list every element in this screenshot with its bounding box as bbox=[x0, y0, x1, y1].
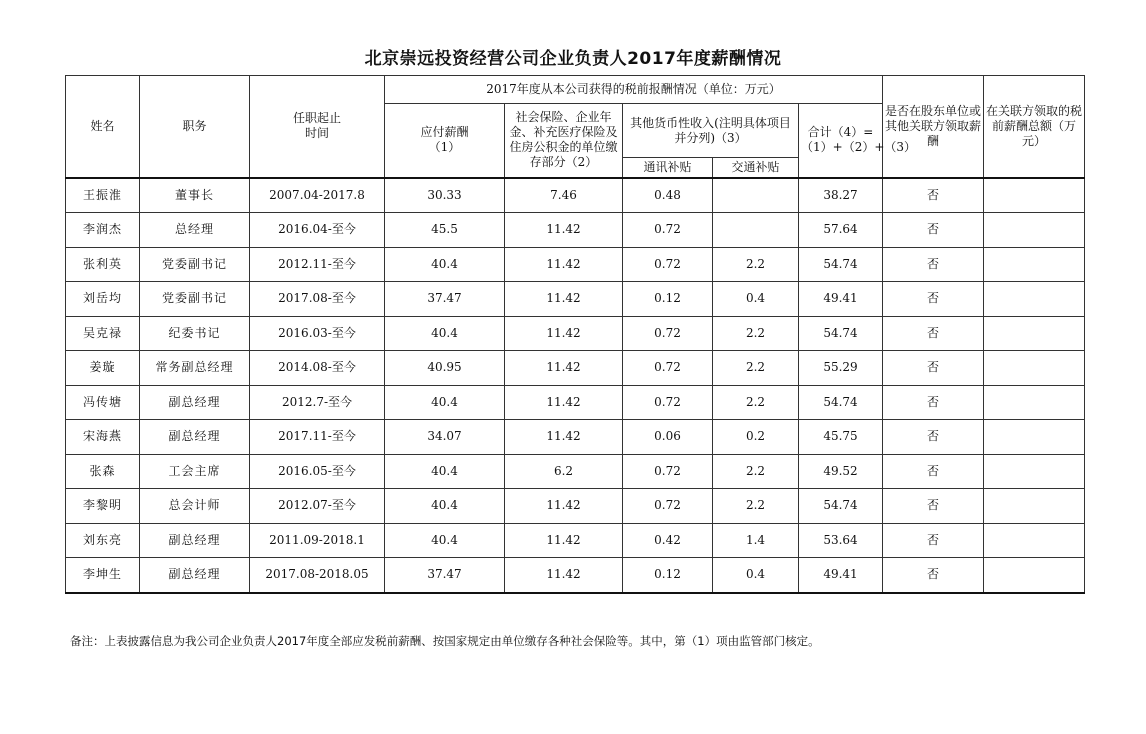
table-row bbox=[66, 489, 1085, 524]
comm-allowance-cell: 0.72 bbox=[623, 213, 713, 248]
table-row bbox=[66, 316, 1085, 351]
insurance-cell: 7.46 bbox=[505, 178, 623, 213]
traffic-allowance-cell: 2.2 bbox=[713, 489, 799, 524]
related-cell bbox=[984, 316, 1085, 351]
name-cell: 宋海燕 bbox=[66, 420, 140, 455]
footnote: 备注：上表披露信息为我公司企业负责人2017年度全部应发税前薪酬、按国家规定由单位缴存各种社会保险等。其中，第（1）项由监管部门核定。 bbox=[70, 634, 820, 648]
term-cell: 2007.04-2017.8 bbox=[250, 178, 385, 213]
salary-cell: 40.4 bbox=[385, 316, 505, 351]
term-cell: 2012.7-至今 bbox=[250, 385, 385, 420]
shareholder-cell: 否 bbox=[883, 178, 984, 213]
comm-allowance-cell: 0.72 bbox=[623, 489, 713, 524]
total-cell: 49.52 bbox=[799, 454, 883, 489]
term-cell: 2014.08-至今 bbox=[250, 351, 385, 386]
traffic-allowance-cell bbox=[713, 213, 799, 248]
insurance-cell: 11.42 bbox=[505, 213, 623, 248]
traffic-allowance-cell: 1.4 bbox=[713, 523, 799, 558]
header-position: 职务 bbox=[140, 76, 250, 178]
table-row bbox=[66, 523, 1085, 558]
table-row bbox=[66, 247, 1085, 282]
traffic-allowance-cell: 0.4 bbox=[713, 282, 799, 317]
insurance-cell: 11.42 bbox=[505, 316, 623, 351]
name-cell: 李坤生 bbox=[66, 558, 140, 593]
comm-allowance-cell: 0.12 bbox=[623, 282, 713, 317]
traffic-allowance-cell: 2.2 bbox=[713, 247, 799, 282]
table-row bbox=[66, 351, 1085, 386]
term-cell: 2017.11-至今 bbox=[250, 420, 385, 455]
position-cell: 董事长 bbox=[140, 178, 250, 213]
header-comm-allowance: 通讯补贴 bbox=[623, 158, 713, 178]
term-cell: 2017.08-2018.05 bbox=[250, 558, 385, 593]
header-traffic-allowance: 交通补贴 bbox=[713, 158, 799, 178]
total-cell: 54.74 bbox=[799, 316, 883, 351]
related-cell bbox=[984, 385, 1085, 420]
position-cell: 总会计师 bbox=[140, 489, 250, 524]
table-row bbox=[66, 213, 1085, 248]
total-cell: 54.74 bbox=[799, 489, 883, 524]
position-cell: 副总经理 bbox=[140, 558, 250, 593]
page-title: 北京崇远投资经营公司企业负责人2017年度薪酬情况 bbox=[364, 49, 782, 69]
salary-cell: 34.07 bbox=[385, 420, 505, 455]
comm-allowance-cell: 0.72 bbox=[623, 454, 713, 489]
traffic-allowance-cell: 2.2 bbox=[713, 351, 799, 386]
total-cell: 49.41 bbox=[799, 558, 883, 593]
total-cell: 38.27 bbox=[799, 178, 883, 213]
insurance-cell: 11.42 bbox=[505, 351, 623, 386]
table-row bbox=[66, 282, 1085, 317]
shareholder-cell: 否 bbox=[883, 213, 984, 248]
table-row bbox=[66, 454, 1085, 489]
comm-allowance-cell: 0.72 bbox=[623, 385, 713, 420]
comm-allowance-cell: 0.72 bbox=[623, 247, 713, 282]
table-row bbox=[66, 178, 1085, 213]
total-cell: 57.64 bbox=[799, 213, 883, 248]
position-cell: 副总经理 bbox=[140, 523, 250, 558]
name-cell: 吴克禄 bbox=[66, 316, 140, 351]
position-cell: 纪委书记 bbox=[140, 316, 250, 351]
insurance-cell: 11.42 bbox=[505, 523, 623, 558]
position-cell: 常务副总经理 bbox=[140, 351, 250, 386]
total-cell: 49.41 bbox=[799, 282, 883, 317]
salary-cell: 40.4 bbox=[385, 454, 505, 489]
position-cell: 党委副书记 bbox=[140, 282, 250, 317]
table-row bbox=[66, 420, 1085, 455]
shareholder-cell: 否 bbox=[883, 489, 984, 524]
related-cell bbox=[984, 178, 1085, 213]
comm-allowance-cell: 0.06 bbox=[623, 420, 713, 455]
position-cell: 副总经理 bbox=[140, 420, 250, 455]
salary-cell: 40.4 bbox=[385, 385, 505, 420]
position-cell: 工会主席 bbox=[140, 454, 250, 489]
header-total: 合计（4）=（1）+（2）+（3） bbox=[799, 104, 883, 178]
traffic-allowance-cell: 0.2 bbox=[713, 420, 799, 455]
shareholder-cell: 否 bbox=[883, 420, 984, 455]
related-cell bbox=[984, 351, 1085, 386]
term-cell: 2016.04-至今 bbox=[250, 213, 385, 248]
insurance-cell: 11.42 bbox=[505, 420, 623, 455]
insurance-cell: 11.42 bbox=[505, 247, 623, 282]
shareholder-cell: 否 bbox=[883, 523, 984, 558]
salary-table bbox=[65, 75, 1085, 594]
related-cell bbox=[984, 489, 1085, 524]
name-cell: 李润杰 bbox=[66, 213, 140, 248]
header-term: 任职起止 时间 bbox=[250, 76, 385, 178]
total-cell: 54.74 bbox=[799, 247, 883, 282]
name-cell: 张利英 bbox=[66, 247, 140, 282]
traffic-allowance-cell: 0.4 bbox=[713, 558, 799, 593]
header-salary: 应付薪酬 （1） bbox=[385, 104, 505, 178]
name-cell: 刘东亮 bbox=[66, 523, 140, 558]
term-cell: 2016.05-至今 bbox=[250, 454, 385, 489]
salary-cell: 40.4 bbox=[385, 489, 505, 524]
shareholder-cell: 否 bbox=[883, 385, 984, 420]
insurance-cell: 6.2 bbox=[505, 454, 623, 489]
table-row bbox=[66, 385, 1085, 420]
term-cell: 2012.07-至今 bbox=[250, 489, 385, 524]
position-cell: 党委副书记 bbox=[140, 247, 250, 282]
position-cell: 总经理 bbox=[140, 213, 250, 248]
insurance-cell: 11.42 bbox=[505, 282, 623, 317]
salary-cell: 40.4 bbox=[385, 523, 505, 558]
shareholder-cell: 否 bbox=[883, 454, 984, 489]
table-row bbox=[66, 558, 1085, 593]
header-name: 姓名 bbox=[66, 76, 140, 178]
salary-cell: 37.47 bbox=[385, 282, 505, 317]
total-cell: 45.75 bbox=[799, 420, 883, 455]
related-cell bbox=[984, 454, 1085, 489]
related-cell bbox=[984, 247, 1085, 282]
term-cell: 2012.11-至今 bbox=[250, 247, 385, 282]
header-pay-group: 2017年度从本公司获得的税前报酬情况（单位：万元） bbox=[385, 76, 883, 104]
salary-cell: 30.33 bbox=[385, 178, 505, 213]
related-cell bbox=[984, 213, 1085, 248]
related-cell bbox=[984, 282, 1085, 317]
comm-allowance-cell: 0.42 bbox=[623, 523, 713, 558]
name-cell: 刘岳均 bbox=[66, 282, 140, 317]
shareholder-cell: 否 bbox=[883, 247, 984, 282]
header-other-income: 其他货币性收入(注明具体项目并分列)（3） bbox=[623, 104, 799, 158]
traffic-allowance-cell: 2.2 bbox=[713, 454, 799, 489]
header-shareholder: 是否在股东单位或其他关联方领取薪酬 bbox=[883, 76, 984, 178]
shareholder-cell: 否 bbox=[883, 282, 984, 317]
traffic-allowance-cell bbox=[713, 178, 799, 213]
insurance-cell: 11.42 bbox=[505, 489, 623, 524]
insurance-cell: 11.42 bbox=[505, 558, 623, 593]
term-cell: 2011.09-2018.1 bbox=[250, 523, 385, 558]
comm-allowance-cell: 0.72 bbox=[623, 316, 713, 351]
name-cell: 王振淮 bbox=[66, 178, 140, 213]
term-cell: 2016.03-至今 bbox=[250, 316, 385, 351]
table-body bbox=[66, 178, 1085, 593]
comm-allowance-cell: 0.72 bbox=[623, 351, 713, 386]
salary-cell: 45.5 bbox=[385, 213, 505, 248]
shareholder-cell: 否 bbox=[883, 558, 984, 593]
traffic-allowance-cell: 2.2 bbox=[713, 316, 799, 351]
insurance-cell: 11.42 bbox=[505, 385, 623, 420]
name-cell: 张森 bbox=[66, 454, 140, 489]
position-cell: 副总经理 bbox=[140, 385, 250, 420]
term-cell: 2017.08-至今 bbox=[250, 282, 385, 317]
total-cell: 54.74 bbox=[799, 385, 883, 420]
name-cell: 冯传塘 bbox=[66, 385, 140, 420]
comm-allowance-cell: 0.48 bbox=[623, 178, 713, 213]
related-cell bbox=[984, 523, 1085, 558]
total-cell: 53.64 bbox=[799, 523, 883, 558]
comm-allowance-cell: 0.12 bbox=[623, 558, 713, 593]
related-cell bbox=[984, 558, 1085, 593]
related-cell bbox=[984, 420, 1085, 455]
total-cell: 55.29 bbox=[799, 351, 883, 386]
name-cell: 李黎明 bbox=[66, 489, 140, 524]
salary-cell: 40.4 bbox=[385, 247, 505, 282]
salary-cell: 40.95 bbox=[385, 351, 505, 386]
shareholder-cell: 否 bbox=[883, 351, 984, 386]
salary-cell: 37.47 bbox=[385, 558, 505, 593]
name-cell: 姜璇 bbox=[66, 351, 140, 386]
traffic-allowance-cell: 2.2 bbox=[713, 385, 799, 420]
header-related: 在关联方领取的税前薪酬总额（万元） bbox=[984, 76, 1085, 178]
header-insurance: 社会保险、企业年金、补充医疗保险及住房公积金的单位缴存部分（2） bbox=[505, 104, 623, 178]
shareholder-cell: 否 bbox=[883, 316, 984, 351]
